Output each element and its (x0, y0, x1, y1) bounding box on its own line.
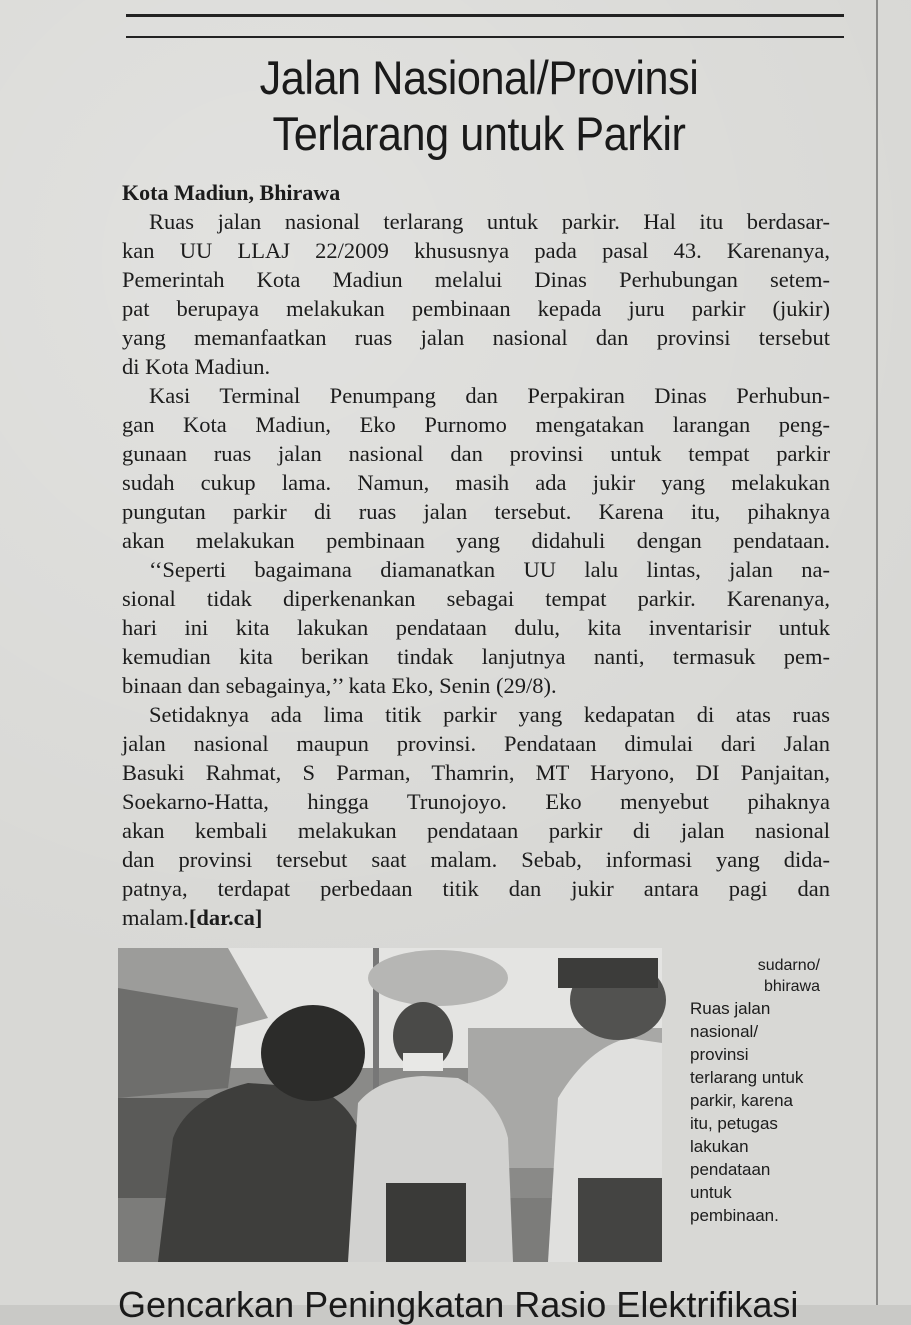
body-line: Soekarno-Hatta, hingga Trunojoyo. Eko menyebut pihaknya (122, 789, 830, 814)
news-photo (118, 948, 662, 1262)
body-line: ‘‘Seperti bagaimana diamanatkan UU lalu lintas, jalan na- (149, 557, 830, 582)
body-line: akan melakukan pembinaan yang didahuli dengan pendataan. (122, 528, 830, 553)
last-line-text: malam. (122, 905, 189, 930)
article-body (122, 178, 830, 932)
body-line: Setidaknya ada lima titik parkir yang kedapatan di atas ruas (149, 702, 830, 727)
caption-line: parkir, karena (690, 1091, 793, 1110)
caption-line: lakukan (690, 1137, 749, 1156)
body-line: Ruas jalan nasional terlarang untuk parkir. Hal itu berdasar- (149, 209, 830, 234)
body-line: di Kota Madiun. (122, 354, 271, 379)
body-line: pungutan parkir di ruas jalan tersebut. Karena itu, pihaknya (122, 499, 830, 524)
caption-line: nasional/ (690, 1022, 759, 1041)
caption-line: Ruas jalan (690, 999, 771, 1018)
body-line: kemudian kita berikan tindak lanjutnya nanti, termasuk pem- (122, 644, 830, 669)
body-line: dan provinsi tersebut saat malam. Sebab, informasi yang dida- (122, 847, 830, 872)
body-line: kan UU LLAJ 22/2009 khususnya pada pasal 43. Karenanya, (122, 238, 830, 263)
caption-line: provinsi (690, 1045, 749, 1064)
top-rule (126, 14, 844, 17)
headline-line-2: Terlarang untuk Parkir (272, 107, 686, 160)
caption-line: untuk (690, 1183, 732, 1202)
headline-line-1: Jalan Nasional/Provinsi (259, 51, 699, 104)
body-line: akan kembali melakukan pendataan parkir di jalan nasional (122, 818, 830, 843)
body-line: jalan nasional maupun provinsi. Pendataan dimulai dari Jalan (122, 731, 830, 756)
body-line: sional tidak diperkenankan sebagai tempat parkir. Karenanya, (122, 586, 830, 611)
page-edge (876, 0, 878, 1305)
photo-caption (690, 955, 840, 1227)
next-article-headline: Gencarkan Peningkatan Rasio Elektrifikasi (118, 1284, 799, 1325)
body-line-final (122, 903, 830, 932)
next-article-clip (0, 1284, 911, 1325)
body-line: Basuki Rahmat, S Parman, Thamrin, MT Haryono, DI Panjaitan, (122, 760, 830, 785)
body-line: binaan dan sebagainya,’’ kata Eko, Senin (29/8). (122, 673, 557, 698)
body-line: patnya, terdapat perbedaan titik dan jukir antara pagi dan (122, 876, 830, 901)
caption-line: pembinaan. (690, 1206, 779, 1225)
caption-line: itu, petugas (690, 1114, 778, 1133)
caption-line: terlarang untuk (690, 1068, 804, 1087)
body-line: hari ini kita lakukan pendataan dulu, kita inventarisir untuk (122, 615, 830, 640)
photo-credit-line: sudarno/ (757, 957, 820, 974)
photo-credit (690, 955, 840, 997)
article-headline (149, 50, 810, 162)
top-rule-thin (126, 36, 844, 38)
photo-credit-line: bhirawa (763, 978, 820, 995)
caption-line: pendataan (690, 1160, 771, 1179)
body-line: yang memanfaatkan ruas jalan nasional dan provinsi tersebut (122, 325, 830, 350)
body-line: sudah cukup lama. Namun, masih ada jukir yang melakukan (122, 470, 830, 495)
body-line: gunaan ruas jalan nasional dan provinsi untuk tempat parkir (122, 441, 830, 466)
dateline: Kota Madiun, Bhirawa (122, 180, 341, 205)
author-signature: [dar.ca] (188, 905, 263, 930)
body-line: Kasi Terminal Penumpang dan Perpakiran Dinas Perhubun- (149, 383, 830, 408)
body-line: gan Kota Madiun, Eko Purnomo mengatakan larangan peng- (122, 412, 830, 437)
body-line: Pemerintah Kota Madiun melalui Dinas Perhubungan setem- (122, 267, 830, 292)
body-line: pat berupaya melakukan pembinaan kepada juru parkir (jukir) (122, 296, 830, 321)
